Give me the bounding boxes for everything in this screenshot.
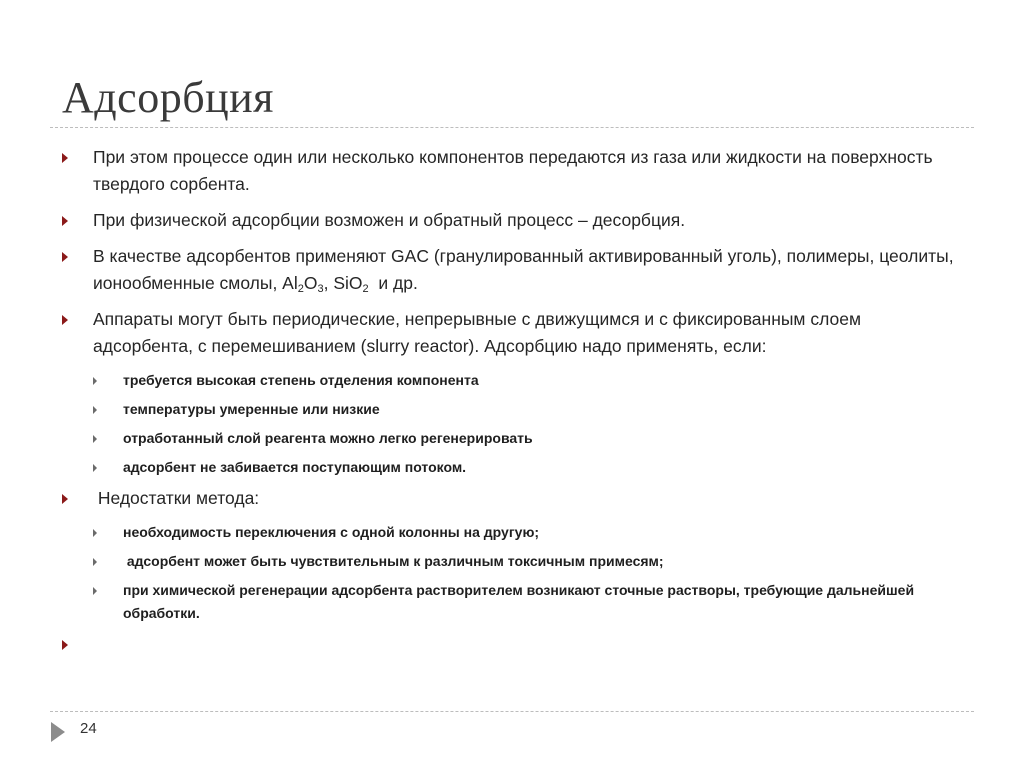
sub-bullet-item [60,550,960,573]
bullet-item [60,207,960,234]
sub-bullet-arrow-icon [93,587,97,595]
sub-bullet-item [60,521,960,544]
bullet-text [93,246,954,293]
bullet-text: При физической адсорбции возможен и обратный процесс – десорбция. [93,210,686,230]
sub-bullet-arrow-icon [93,464,97,472]
text-segment: и др. [368,273,418,293]
bullet-text: Недостатки метода: [93,488,260,508]
empty-bullet-item [60,631,960,651]
sub-bullet-item [60,579,960,625]
bullet-text: При этом процессе один или несколько компонентов передаются из газа или жидкости на поверхность твердого сорбента. [93,147,933,194]
subscript: 3 [317,283,324,295]
bullet-item [60,144,960,198]
bullet-arrow-icon [62,494,68,504]
bullet-item [60,306,960,360]
bullet-text: Аппараты могут быть периодические, непрерывные с движущимся и с фиксированным слоем адсорбента, с перемешиванием (slurry reactor). Адсорбцию надо применять, если: [93,309,861,356]
sub-bullet-text: адсорбент не забивается поступающим потоком. [123,459,467,475]
bullet-arrow-icon [62,216,68,226]
sub-bullet-text: температуры умеренные или низкие [123,401,380,417]
sub-bullet-arrow-icon [93,406,97,414]
slide-title: Адсорбция [62,73,274,122]
subscript: 2 [297,283,304,295]
bullet-item [60,243,960,297]
sub-bullet-text: требуется высокая степень отделения компонента [123,372,479,388]
sub-bullet-text: при химической регенерации адсорбента растворителем возникают сточные растворы, требующие дальнейшей обработки. [123,582,915,621]
page-number: 24 [80,720,97,737]
footer-triangle-icon [51,722,65,742]
text-segment: , SiO [323,273,363,293]
footer-divider [50,711,974,712]
sub-bullet-item [60,369,960,392]
bullet-arrow-icon [62,153,68,163]
sub-bullet-arrow-icon [93,558,97,566]
subscript: 2 [362,283,369,295]
sub-bullet-item [60,398,960,421]
sub-bullet-text: необходимость переключения с одной колонны на другую; [123,524,540,540]
slide-body [60,144,960,660]
sub-bullet-text: отработанный слой реагента можно легко регенерировать [123,430,533,446]
sub-bullet-item [60,456,960,479]
sub-bullet-arrow-icon [93,377,97,385]
sub-bullet-arrow-icon [93,435,97,443]
bullet-arrow-icon [62,640,68,650]
bullet-item [60,485,960,512]
title-divider [50,127,974,128]
bullet-arrow-icon [62,315,68,325]
sub-bullet-item [60,427,960,450]
sub-bullet-arrow-icon [93,529,97,537]
text-segment: O [303,273,318,293]
sub-bullet-text: адсорбент может быть чувствительным к различным токсичным примесям; [123,553,664,569]
bullet-arrow-icon [62,252,68,262]
text-segment: В качестве адсорбентов применяют GAC (гранулированный активированный уголь), полимеры, цеолиты, ионообменные смолы, Al [93,246,954,293]
